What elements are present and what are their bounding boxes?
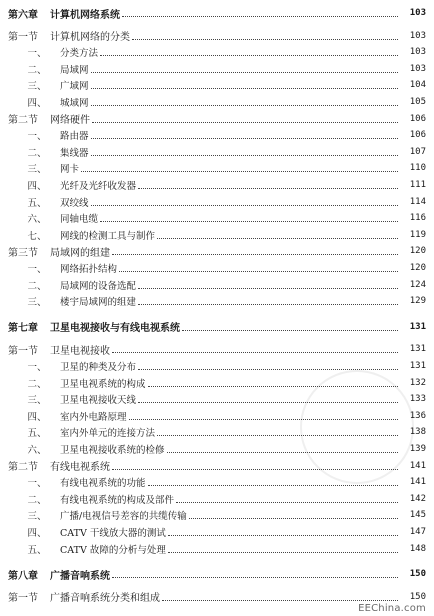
toc-title-text: 网络拓扑结构 xyxy=(60,264,118,275)
toc-title xyxy=(60,425,398,439)
toc-title-text: 广域网 xyxy=(60,81,89,93)
toc-title-text: 室内外电路原理 xyxy=(60,411,127,423)
toc-row-item xyxy=(0,375,434,391)
toc-page-number: 145 xyxy=(409,510,426,521)
toc-number: 一、 xyxy=(27,131,47,143)
toc-page-number: 110 xyxy=(409,163,426,174)
toc-row-item xyxy=(0,408,434,424)
dot-leader xyxy=(182,329,398,331)
dot-leader xyxy=(162,599,398,601)
toc-title xyxy=(50,244,398,259)
dot-leader xyxy=(112,253,398,255)
toc-title xyxy=(60,542,398,556)
toc-page-number: 141 xyxy=(409,460,426,471)
toc-row-item xyxy=(0,77,434,93)
toc-number: 三、 xyxy=(27,297,47,309)
toc-title xyxy=(50,28,398,43)
toc-title-text: 有线电视系统的构成及部件 xyxy=(60,494,175,506)
toc-page-number: 106 xyxy=(409,130,426,141)
toc-number: 第六章 xyxy=(8,9,38,21)
toc-title xyxy=(60,228,398,242)
toc-row-item xyxy=(0,524,434,540)
toc-title-text: 路由器 xyxy=(60,131,89,143)
dot-leader xyxy=(138,303,398,305)
toc-title xyxy=(60,525,398,539)
toc-title-text: 网络硬件 xyxy=(50,115,90,127)
toc-row-chapter xyxy=(0,319,434,335)
toc-number: 一、 xyxy=(27,264,47,275)
toc-title-text: 光纤及光纤收发器 xyxy=(60,181,137,192)
toc-row-section xyxy=(0,28,434,44)
toc-title-text: 卫星电视接收与有线电视系统 xyxy=(50,323,180,335)
toc-title-text: CATV 干线放大器的测试 xyxy=(60,528,166,539)
toc-title-text: 局域网的组建 xyxy=(50,247,110,259)
toc-title-text: 卫星的种类及分布 xyxy=(60,362,137,373)
toc-page-number: 142 xyxy=(409,493,426,504)
toc-number: 第二节 xyxy=(8,115,38,127)
toc-number: 第一节 xyxy=(8,593,38,605)
toc-title-text: 卫星电视接收 xyxy=(50,345,110,357)
toc-number: 第八章 xyxy=(8,570,38,582)
toc-number: 四、 xyxy=(27,98,47,109)
toc-page-number: 148 xyxy=(409,543,426,554)
toc-row-item xyxy=(0,441,434,457)
toc-title xyxy=(60,211,398,225)
toc-title-text: 局域网 xyxy=(60,64,89,76)
toc-title xyxy=(60,442,398,456)
toc-number: 三、 xyxy=(27,511,47,523)
watermark: EEChina.com xyxy=(358,603,426,614)
toc-title xyxy=(60,492,398,506)
toc-number: 三、 xyxy=(27,81,47,93)
toc-title xyxy=(60,45,398,59)
toc-page-number: 103 xyxy=(409,63,426,74)
dot-leader xyxy=(119,270,398,272)
toc-row-section xyxy=(0,341,434,357)
toc-page-number: 124 xyxy=(409,279,426,290)
dot-leader xyxy=(157,237,398,239)
toc-title xyxy=(50,458,398,473)
toc-title-text: 网卡 xyxy=(60,164,80,176)
dot-leader xyxy=(91,204,398,206)
toc-page-number: 150 xyxy=(409,569,426,580)
toc-row-item xyxy=(0,474,434,490)
toc-page-number: 107 xyxy=(409,146,426,157)
dot-leader xyxy=(91,87,398,89)
toc-number: 一、 xyxy=(27,478,47,490)
toc-row-item xyxy=(0,424,434,440)
toc-title xyxy=(60,161,398,175)
toc-page-number: 131 xyxy=(409,344,426,355)
toc-title-text: 卫星电视接收系统的检修 xyxy=(60,445,165,456)
toc-title xyxy=(60,128,398,142)
dot-leader xyxy=(81,170,398,172)
toc-title xyxy=(60,359,398,373)
toc-page-number: 119 xyxy=(409,229,426,240)
toc-row-item xyxy=(0,507,434,523)
toc-row-item xyxy=(0,227,434,243)
toc-page-number: 132 xyxy=(409,377,426,388)
dot-leader xyxy=(112,468,398,470)
toc-title xyxy=(60,178,398,192)
dot-leader xyxy=(138,368,398,370)
toc-title-text: 广播音响系统分类和组成 xyxy=(50,593,160,605)
toc-page-number: 147 xyxy=(409,527,426,537)
dot-leader xyxy=(129,418,398,420)
toc-row-item xyxy=(0,44,434,60)
toc-page-number: 141 xyxy=(409,477,426,488)
toc-title xyxy=(60,145,398,159)
toc-row-item xyxy=(0,491,434,507)
toc-page-number: 138 xyxy=(409,427,426,438)
toc-row-item xyxy=(0,160,434,176)
toc-number: 六、 xyxy=(27,445,47,456)
toc-number: 七、 xyxy=(27,230,47,242)
toc-title-text: 城域网 xyxy=(60,98,89,109)
toc-row-item xyxy=(0,177,434,193)
dot-leader xyxy=(112,351,398,353)
toc-number: 二、 xyxy=(27,378,47,390)
toc-number: 四、 xyxy=(27,181,47,192)
toc-number: 四、 xyxy=(27,411,47,423)
toc-page-number: 120 xyxy=(409,246,426,257)
toc-number: 五、 xyxy=(27,428,47,440)
toc-page-number: 129 xyxy=(409,296,426,307)
dot-leader xyxy=(112,576,398,578)
toc-row-item xyxy=(0,358,434,374)
toc-title xyxy=(60,294,398,308)
toc-row-item xyxy=(0,61,434,77)
toc-number: 五、 xyxy=(27,197,47,209)
dot-leader xyxy=(92,121,398,123)
toc-number: 第二节 xyxy=(8,462,38,474)
toc-page-number: 131 xyxy=(409,321,426,332)
toc-title xyxy=(60,508,398,522)
toc-title xyxy=(60,95,398,109)
toc-page-number: 103 xyxy=(409,8,426,18)
toc-title-text: 楼宇局域网的组建 xyxy=(60,297,137,309)
toc-title-text: 计算机网络系统 xyxy=(50,9,120,21)
toc-title-text: 有线电视系统的功能 xyxy=(60,478,146,490)
toc-title xyxy=(50,111,398,126)
dot-leader xyxy=(122,15,398,17)
toc-number: 二、 xyxy=(27,147,47,159)
toc-row-item xyxy=(0,210,434,226)
toc-page-number: 104 xyxy=(409,80,426,91)
dot-leader xyxy=(91,71,398,73)
toc-number: 第一节 xyxy=(8,345,38,357)
dot-leader xyxy=(168,551,398,553)
dot-leader xyxy=(189,517,398,519)
dot-leader xyxy=(91,137,398,139)
dot-leader xyxy=(100,220,398,222)
toc-title-text: 计算机网络的分类 xyxy=(50,32,130,44)
toc-title-text: 有线电视系统 xyxy=(50,462,110,474)
toc-title-text: 卫星电视接收天线 xyxy=(60,395,137,407)
dot-leader xyxy=(148,484,398,486)
toc-page-number: 133 xyxy=(409,394,426,405)
toc-page-number: 150 xyxy=(409,591,426,602)
toc-title-text: 双绞线 xyxy=(60,197,89,209)
dot-leader xyxy=(100,54,398,56)
toc-number: 一、 xyxy=(27,48,47,60)
toc-page-number: 114 xyxy=(409,196,426,207)
toc-number: 一、 xyxy=(27,362,47,373)
dot-leader xyxy=(138,187,398,189)
toc-title-text: 卫星电视系统的构成 xyxy=(60,378,146,390)
toc-title xyxy=(50,319,398,334)
toc-title-text: 集线器 xyxy=(60,147,89,159)
toc-row-item xyxy=(0,277,434,293)
dot-leader xyxy=(168,534,398,536)
dot-leader xyxy=(91,154,398,156)
dot-leader xyxy=(132,38,398,40)
toc-number: 三、 xyxy=(27,395,47,407)
toc-number: 四、 xyxy=(27,528,47,539)
toc-row-item xyxy=(0,94,434,110)
toc-number: 第七章 xyxy=(8,323,38,335)
toc-title-text: 广播/电视信号差容的共缆传输 xyxy=(60,511,187,523)
toc-title xyxy=(60,475,398,489)
toc-row-item xyxy=(0,194,434,210)
toc-title xyxy=(60,195,398,209)
toc-title xyxy=(60,409,398,423)
dot-leader xyxy=(157,434,398,436)
toc-title-text: 分类方法 xyxy=(60,48,99,60)
toc-row-section xyxy=(0,243,434,259)
toc-title xyxy=(60,376,398,390)
dot-leader xyxy=(138,401,398,403)
toc-page-number: 106 xyxy=(409,113,426,124)
toc-row-section xyxy=(0,111,434,127)
toc-page-number: 116 xyxy=(409,213,426,224)
toc-title xyxy=(60,278,398,292)
toc-title-text: 局域网的设备选配 xyxy=(60,280,137,292)
toc-row-section xyxy=(0,458,434,474)
toc-row-item xyxy=(0,144,434,160)
toc-title-text: 同轴电缆 xyxy=(60,214,99,226)
dot-leader xyxy=(138,287,398,289)
toc-title-text: 室内外单元的连接方法 xyxy=(60,428,156,440)
toc-number: 第一节 xyxy=(8,32,38,44)
toc-title xyxy=(50,589,398,604)
toc-row-item xyxy=(0,260,434,276)
toc-number: 六、 xyxy=(27,214,47,226)
toc-number: 二、 xyxy=(27,494,47,506)
toc-page-number: 120 xyxy=(409,263,426,273)
toc-page-number: 105 xyxy=(409,97,426,107)
toc-title xyxy=(50,342,398,357)
toc-page-number: 103 xyxy=(409,47,426,58)
toc-row-chapter xyxy=(0,5,434,21)
toc-title xyxy=(50,567,398,582)
dot-leader xyxy=(176,501,398,503)
toc-row-item xyxy=(0,391,434,407)
toc-number: 五、 xyxy=(27,544,47,556)
toc-row-item xyxy=(0,293,434,309)
toc-page-number: 111 xyxy=(409,180,426,190)
toc-title xyxy=(60,261,398,275)
toc-row-chapter xyxy=(0,566,434,582)
toc-number: 三、 xyxy=(27,164,47,176)
dot-leader xyxy=(167,451,398,453)
toc-title-text: 网线的检测工具与制作 xyxy=(60,230,156,242)
toc-row-item xyxy=(0,541,434,557)
toc-page-number: 131 xyxy=(409,361,426,371)
toc-number: 第三节 xyxy=(8,247,38,259)
toc-page-number: 103 xyxy=(409,30,426,41)
toc-title xyxy=(60,78,398,92)
toc-title-text: 广播音响系统 xyxy=(50,570,110,582)
dot-leader xyxy=(148,385,398,387)
toc-title-text: CATV 故障的分析与处理 xyxy=(60,544,166,556)
toc-number: 二、 xyxy=(27,280,47,292)
toc-number: 二、 xyxy=(27,64,47,76)
toc-page-number: 136 xyxy=(409,410,426,421)
toc-page-number: 139 xyxy=(409,444,426,454)
dot-leader xyxy=(91,104,398,106)
toc-row-item xyxy=(0,127,434,143)
toc-title xyxy=(60,392,398,406)
toc-title xyxy=(60,62,398,76)
toc-title xyxy=(50,6,398,21)
